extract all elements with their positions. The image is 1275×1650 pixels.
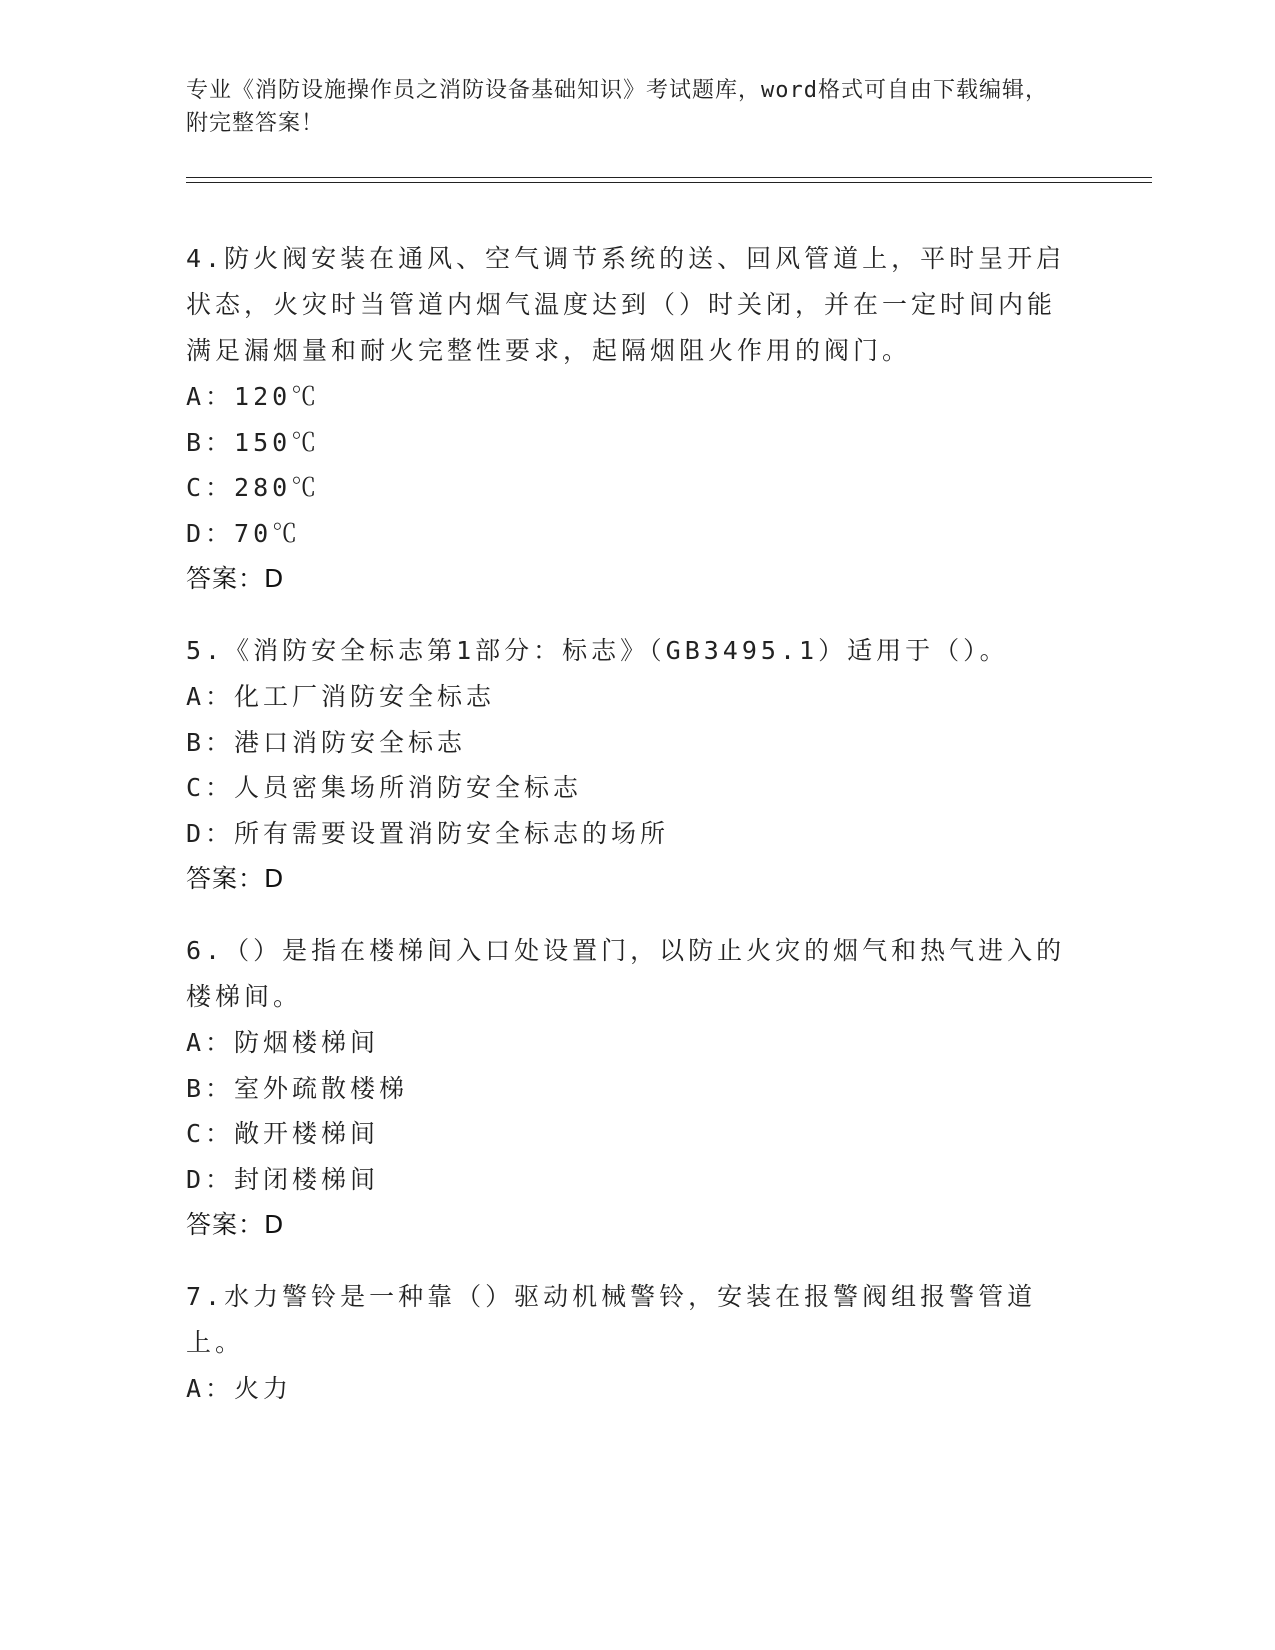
option-c: C：280℃	[186, 473, 321, 502]
option-d: D：封闭楼梯间	[186, 1164, 380, 1194]
document-header: 专业《消防设施操作员之消防设备基础知识》考试题库，word格式可自由下载编辑，附完整答案！	[186, 78, 1048, 136]
answer-text: 答案：D	[186, 1210, 285, 1239]
question-text: 4.防火阀安装在通风、空气调节系统的送、回风管道上，平时呈开启状态，火灾时当管道内烟气温度达到（）时关闭，并在一定时间内能满足漏烟量和耐火完整性要求，起隔烟阻火作用的阀门。	[186, 244, 1066, 365]
option-d: D：所有需要设置消防安全标志的场所	[186, 818, 670, 848]
option-d: D：70℃	[186, 518, 302, 548]
answer-text: 答案：D	[186, 564, 285, 593]
option-a: A：120℃	[186, 382, 321, 411]
option-a: A：火力	[186, 1374, 293, 1403]
option-b: B：150℃	[186, 427, 321, 457]
question-text: 5.《消防安全标志第1部分：标志》（GB3495.1）适用于（）。	[186, 636, 1009, 665]
option-b: B：室外疏散楼梯	[186, 1073, 409, 1103]
question-text: 6.（）是指在楼梯间入口处设置门，以防止火灾的烟气和热气进入的楼梯间。	[186, 936, 1066, 1011]
question-text: 7.水力警铃是一种靠（）驱动机械警铃，安装在报警阀组报警管道上。	[186, 1282, 1037, 1357]
option-a: A：防烟楼梯间	[186, 1028, 380, 1057]
question-4	[186, 236, 1066, 602]
answer-text: 答案：D	[186, 864, 285, 893]
option-b: B：港口消防安全标志	[186, 727, 467, 757]
question-5	[186, 628, 1066, 902]
option-c: C：人员密集场所消防安全标志	[186, 773, 583, 802]
question-6	[186, 928, 1066, 1248]
question-7	[186, 1274, 1066, 1412]
question-list	[186, 236, 1066, 1438]
header-rule-bottom	[186, 182, 1152, 183]
option-a: A：化工厂消防安全标志	[186, 682, 496, 711]
header-rule-top	[186, 177, 1152, 178]
option-c: C：敞开楼梯间	[186, 1119, 380, 1148]
